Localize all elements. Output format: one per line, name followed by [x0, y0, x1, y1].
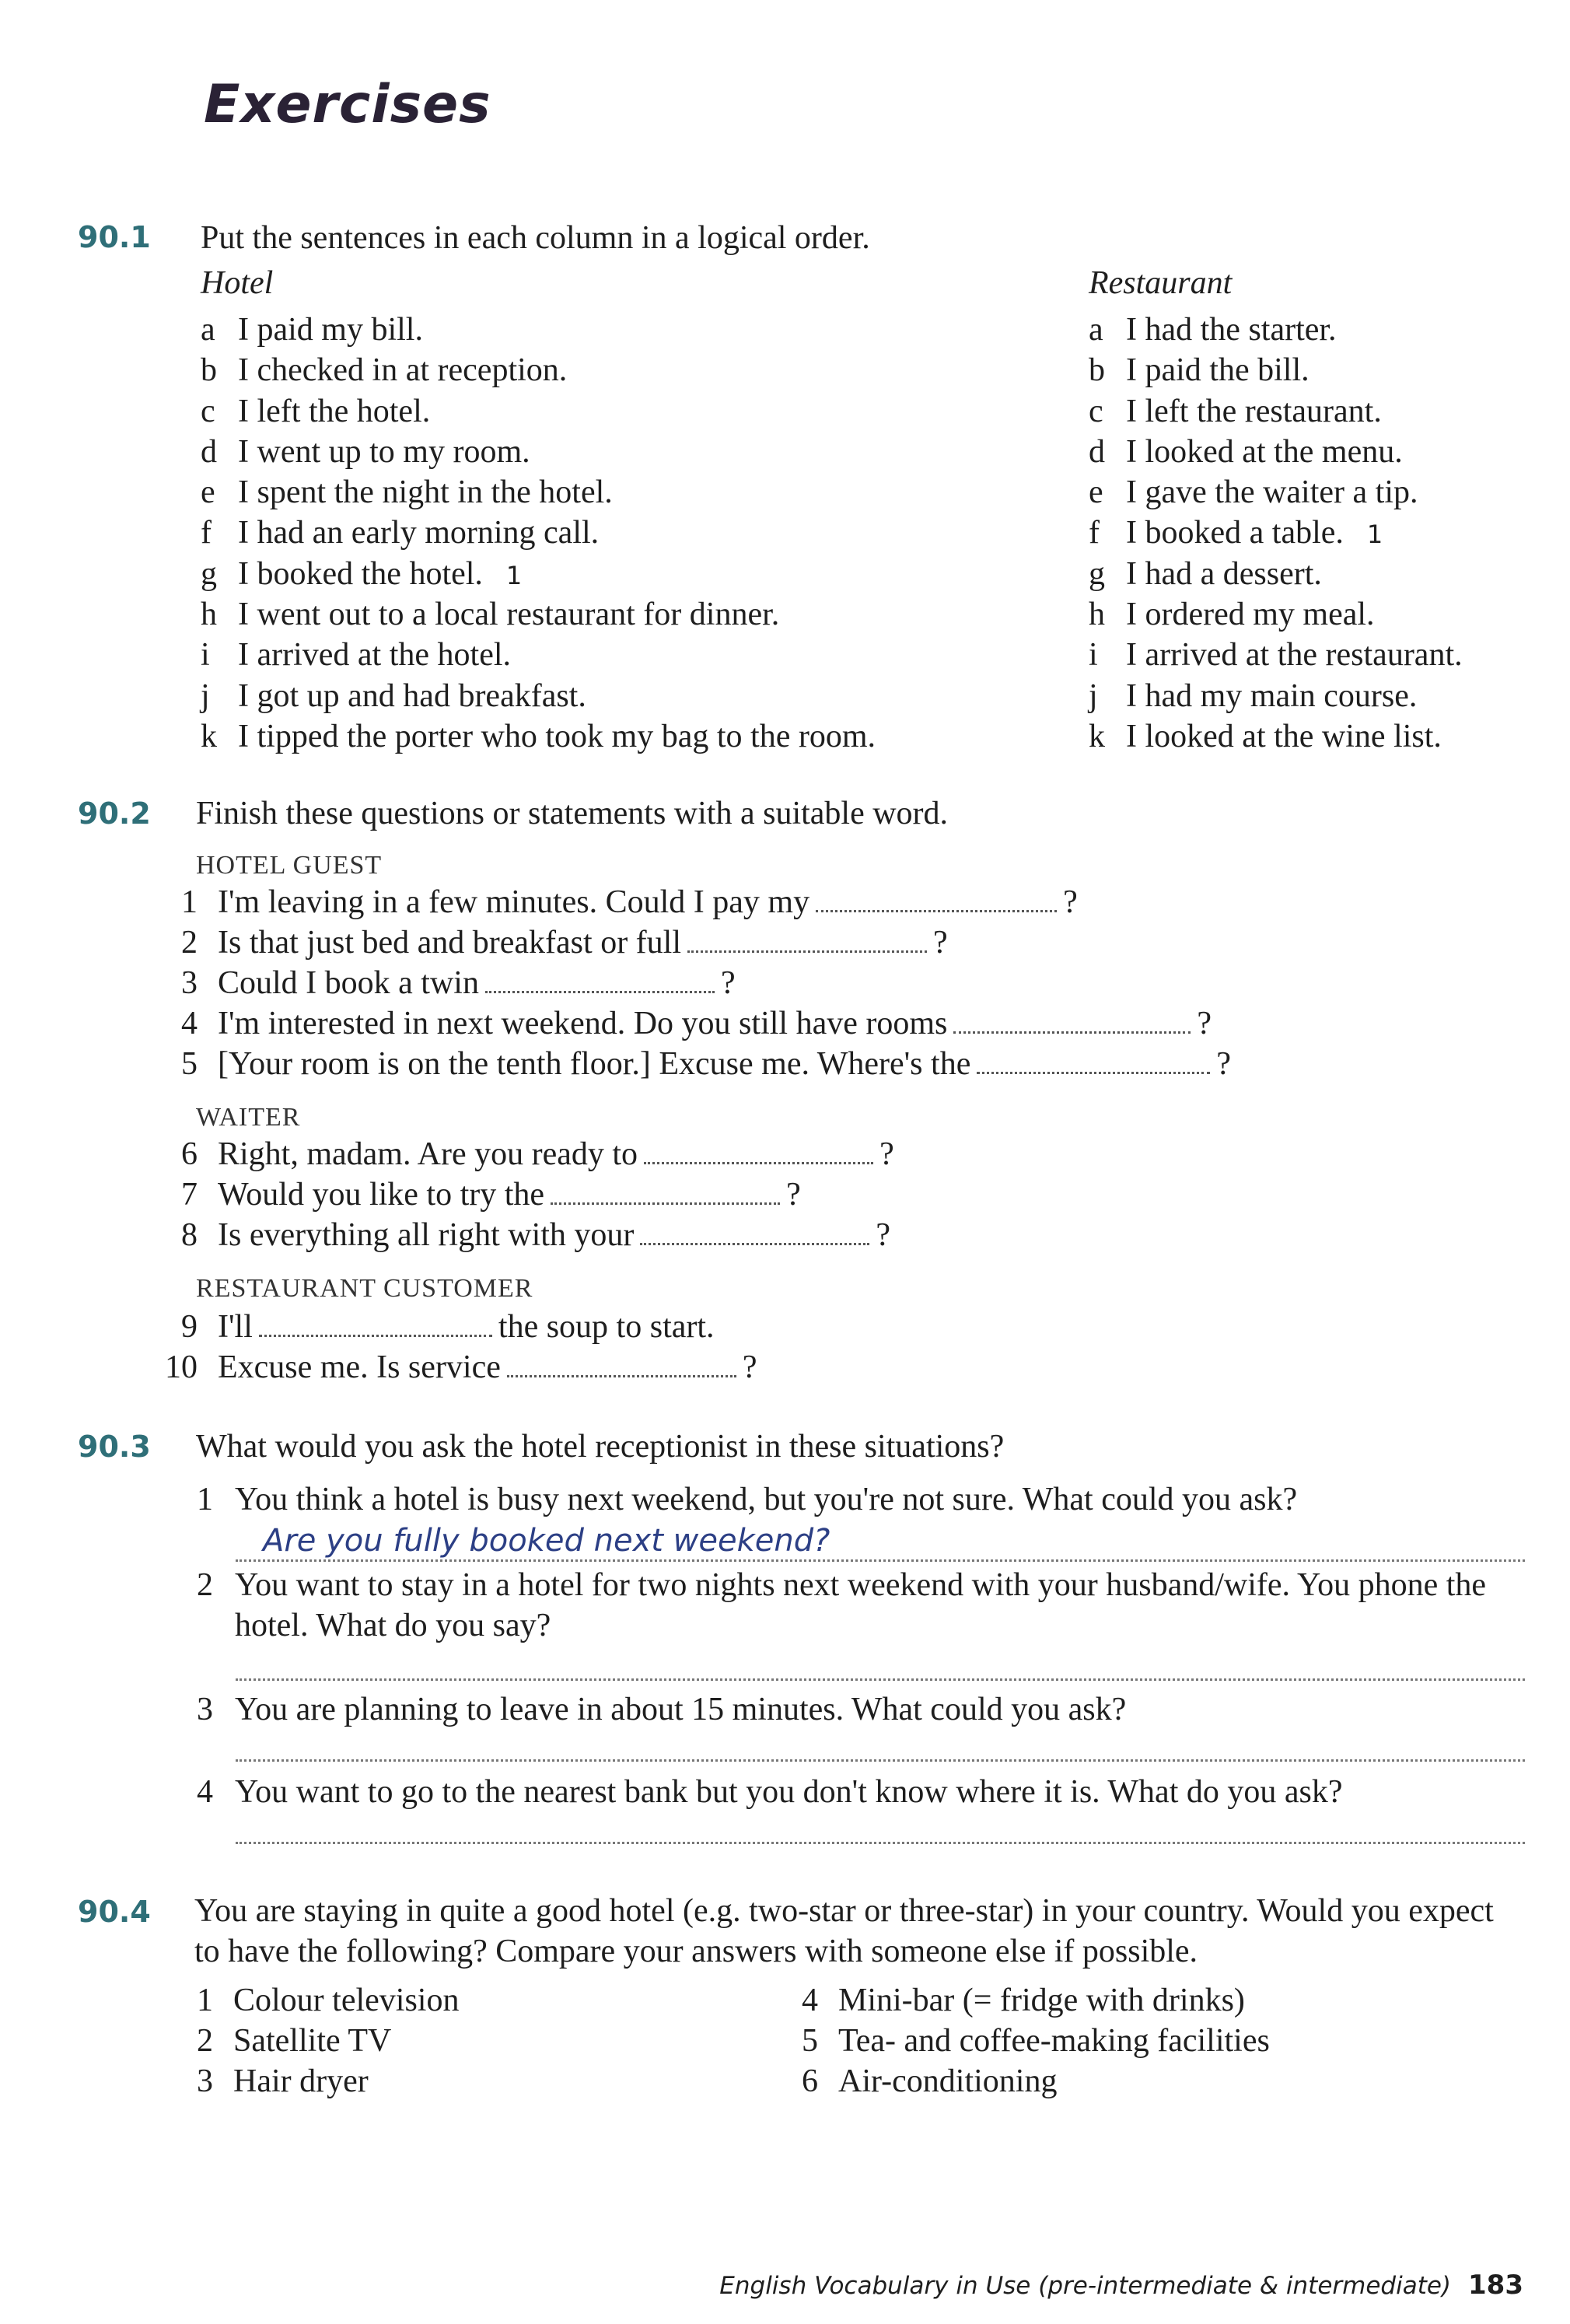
answer-blank[interactable]	[953, 1028, 1191, 1034]
list-item: k I tipped the porter who took my bag to the room.	[201, 718, 876, 754]
list-item: d I went up to my room.	[201, 433, 530, 470]
list-item: 6 Air-conditioning	[802, 2063, 1058, 2099]
exercise-number: 90.1	[78, 220, 151, 254]
list-item: e I spent the night in the hotel.	[201, 474, 613, 511]
gap-fill-item: 1 I'm leaving in a few minutes. Could I pay my ?	[181, 884, 1078, 920]
section-heading-waiter: WAITER	[196, 1103, 301, 1132]
list-item: 4 Mini-bar (= fridge with drinks)	[802, 1983, 1245, 2018]
column-heading-hotel: Hotel	[201, 265, 274, 301]
list-item: k I looked at the wine list.	[1089, 718, 1442, 754]
list-item: b I checked in at reception.	[201, 352, 568, 389]
list-item: i I arrived at the hotel.	[201, 637, 512, 674]
gap-fill-item: 7 Would you like to try the ?	[181, 1177, 801, 1213]
list-item: 1 Colour television	[197, 1983, 460, 2018]
book-title: English Vocabulary in Use (pre-intermediate & intermediate)	[719, 2272, 1452, 2300]
list-item: d I looked at the menu.	[1089, 433, 1403, 470]
handwritten-answer: Are you fully booked next weekend?	[263, 1523, 830, 1559]
answer-line[interactable]	[236, 1842, 1525, 1844]
answer-blank[interactable]	[485, 988, 715, 993]
list-item: h I ordered my meal.	[1089, 597, 1375, 633]
page-number: 183	[1468, 2270, 1523, 2301]
exercise-instruction: Put the sentences in each column in a logical order.	[201, 220, 870, 256]
list-item: 3 Hair dryer	[197, 2063, 369, 2099]
gap-fill-item: 4 I'm interested in next weekend. Do you still have rooms ?	[181, 1006, 1212, 1041]
page-title: Exercises	[204, 74, 491, 135]
answer-blank[interactable]	[259, 1332, 492, 1337]
column-heading-restaurant: Restaurant	[1089, 265, 1233, 301]
list-item: f I booked a table. 1	[1089, 515, 1383, 551]
answer-blank[interactable]	[640, 1240, 869, 1245]
gap-fill-item: 6 Right, madam. Are you ready to ?	[181, 1136, 894, 1172]
list-item: 5 Tea- and coffee-making facilities	[802, 2023, 1270, 2059]
question-item: 2 You want to stay in a hotel for two nights next weekend with your husband/wife. You phone the hotel. What do you say?	[197, 1567, 1487, 1643]
section-heading-restaurant-customer: RESTAURANT CUSTOMER	[196, 1274, 533, 1303]
question-item: 3 You are planning to leave in about 15 minutes. What could you ask?	[197, 1692, 1127, 1727]
gap-fill-item: 3 Could I book a twin ?	[181, 965, 736, 1001]
answer-blank[interactable]	[644, 1159, 873, 1164]
list-item: a I had the starter.	[1089, 312, 1337, 348]
hotel-sentence-list	[201, 310, 899, 757]
question-item: 1 You think a hotel is busy next weekend, but you're not sure. What could you ask?	[197, 1482, 1298, 1517]
list-item: f I had an early morning call.	[201, 515, 600, 551]
exercise-instruction: You are staying in quite a good hotel (e.g. two-star or three-star) in your country. Would you expect to have the following? Compare your answers with someone else if possible.	[194, 1893, 1494, 1969]
list-item: e I gave the waiter a tip.	[1089, 474, 1418, 511]
answer-blank[interactable]	[816, 907, 1057, 912]
list-item: j I got up and had breakfast.	[201, 677, 586, 714]
page-footer	[719, 2270, 1523, 2301]
list-item: j I had my main course.	[1089, 677, 1418, 714]
answer-blank[interactable]	[507, 1372, 736, 1377]
answer-line[interactable]	[236, 1678, 1525, 1681]
list-item: g I booked the hotel. 1	[201, 555, 523, 592]
list-item: c I left the restaurant.	[1089, 393, 1382, 429]
exercise-number: 90.2	[78, 796, 151, 831]
answer-blank[interactable]	[551, 1199, 780, 1205]
restaurant-sentence-list	[1089, 310, 1486, 757]
answer-number: 1	[505, 560, 523, 590]
answer-blank[interactable]	[687, 947, 927, 953]
answer-number: 1	[1366, 520, 1383, 550]
list-item: a I paid my bill.	[201, 312, 423, 348]
answer-line[interactable]	[236, 1559, 1525, 1562]
list-item: h I went out to a local restaurant for dinner.	[201, 597, 780, 633]
list-item: i I arrived at the restaurant.	[1089, 637, 1463, 674]
list-item: c I left the hotel.	[201, 393, 431, 429]
gap-fill-item: 8 Is everything all right with your ?	[181, 1217, 891, 1253]
answer-blank[interactable]	[977, 1069, 1210, 1074]
exercise-number: 90.4	[78, 1895, 151, 1929]
section-heading-hotel-guest: HOTEL GUEST	[196, 851, 383, 880]
answer-line[interactable]	[236, 1759, 1525, 1762]
list-item: g I had a dessert.	[1089, 555, 1322, 592]
gap-fill-item: 10 Excuse me. Is service ?	[165, 1349, 757, 1385]
gap-fill-item: 2 Is that just bed and breakfast or full ?	[181, 925, 948, 961]
exercise-instruction: What would you ask the hotel receptionist in these situations?	[196, 1429, 1005, 1465]
list-item: b I paid the bill.	[1089, 352, 1309, 389]
exercise-instruction: Finish these questions or statements with a suitable word.	[196, 796, 949, 831]
list-item: 2 Satellite TV	[197, 2023, 392, 2059]
gap-fill-item: 9 I'll the soup to start.	[181, 1309, 715, 1345]
question-item: 4 You want to go to the nearest bank but you don't know where it is. What do you ask?	[197, 1774, 1343, 1810]
exercise-number: 90.3	[78, 1430, 151, 1464]
gap-fill-item: 5 [Your room is on the tenth floor.] Excuse me. Where's the ?	[181, 1046, 1231, 1082]
